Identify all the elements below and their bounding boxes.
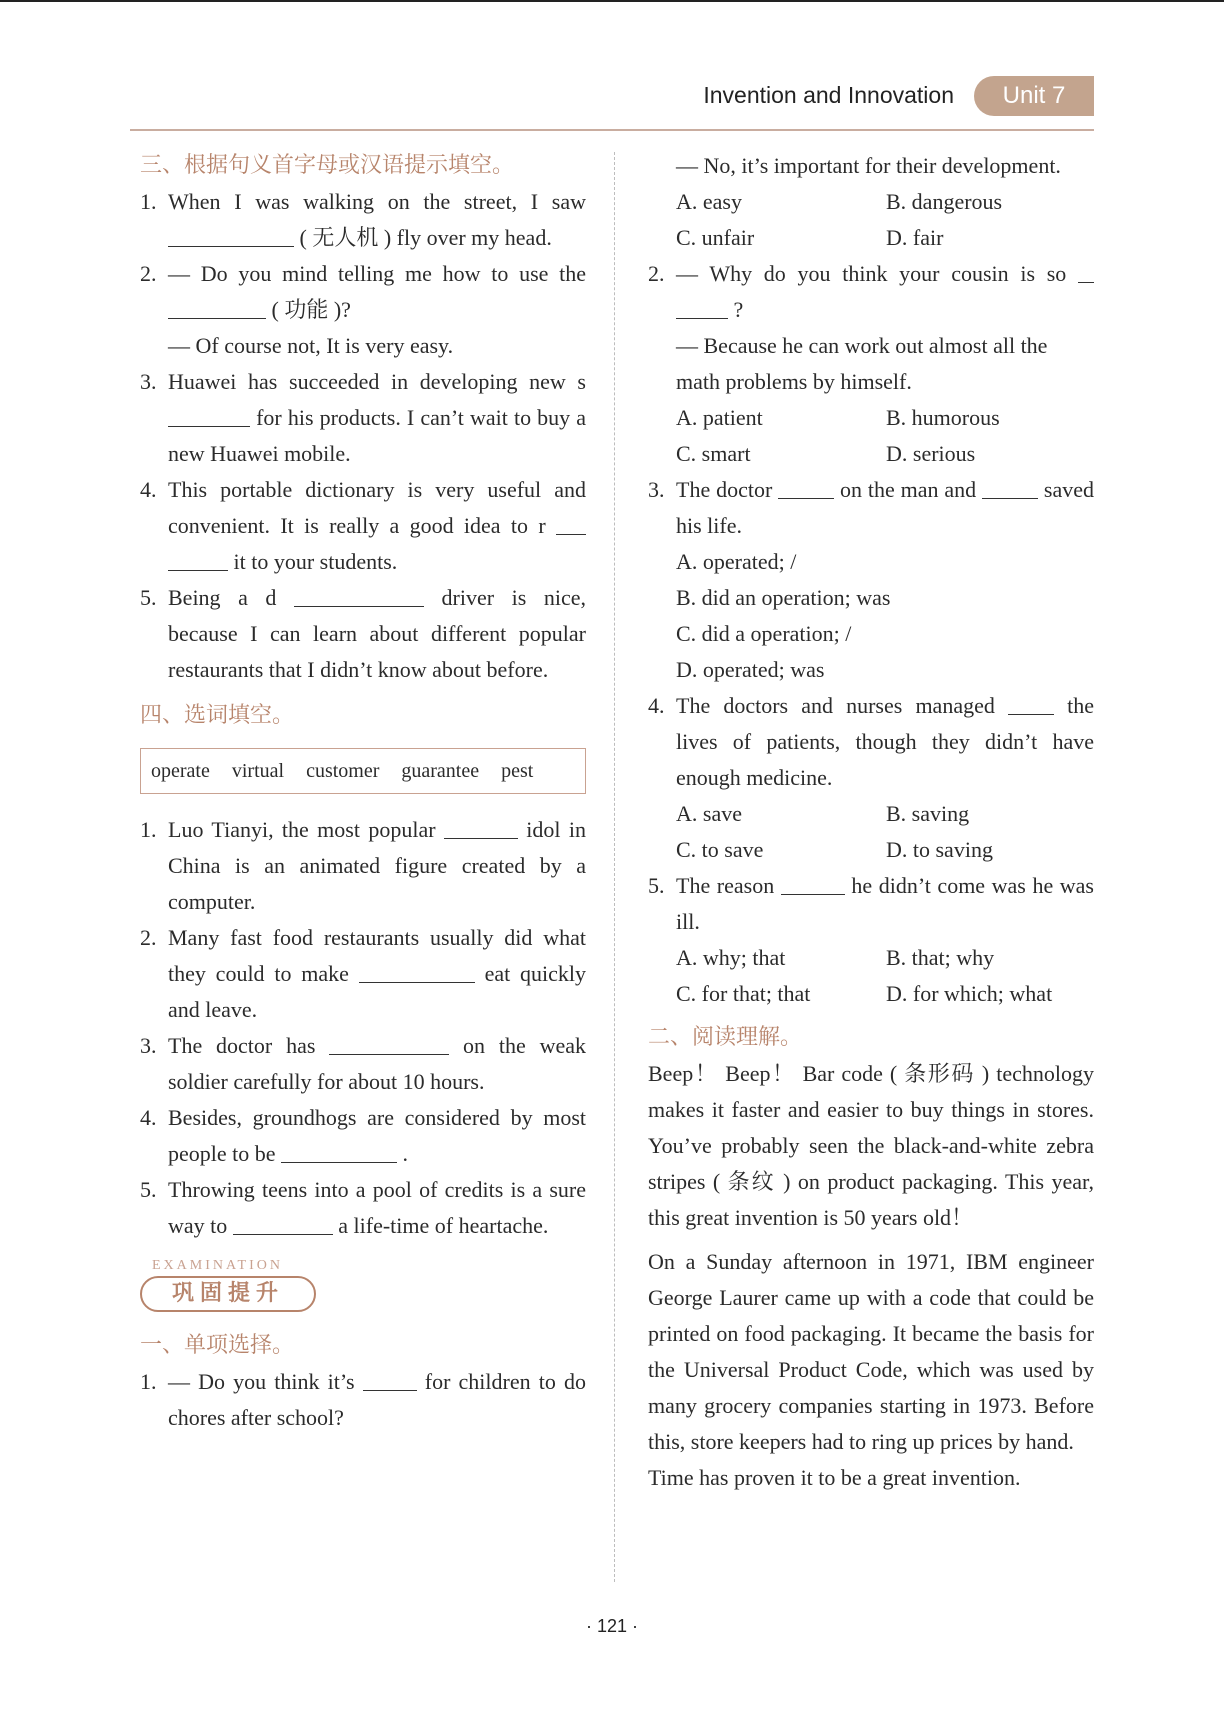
left-column bbox=[140, 148, 586, 1436]
answer-blank[interactable] bbox=[1078, 258, 1094, 283]
word-bank bbox=[140, 748, 586, 794]
answer-blank[interactable] bbox=[294, 582, 424, 607]
sec3-question-1: 1. When I was walking on the street, I saw ( 无人机 ) fly over my head. bbox=[140, 189, 586, 250]
option[interactable]: D. for which; what bbox=[886, 981, 1053, 1006]
answer-blank[interactable] bbox=[281, 1138, 397, 1163]
word-bank-item: virtual bbox=[231, 760, 285, 782]
option[interactable]: A. why; that bbox=[676, 945, 786, 970]
top-border bbox=[0, 0, 1224, 2]
option[interactable]: B. humorous bbox=[886, 405, 1000, 430]
answer-blank[interactable] bbox=[168, 222, 294, 247]
mc-question-2-options bbox=[648, 400, 1094, 472]
answer-blank[interactable] bbox=[168, 294, 266, 319]
option[interactable]: C. did a operation; / bbox=[676, 621, 852, 646]
option[interactable]: A. patient bbox=[676, 405, 763, 430]
reading-paragraph-1: Beep！ Beep！ Bar code ( 条形码 ) technology makes it faster and easier to buy things in stores. You’ve probably seen the black-and-white zebra stripes ( 条纹 ) on product packaging. This year, this great invention is 50 years old！ bbox=[648, 1061, 1094, 1230]
mc-question-5-options bbox=[648, 940, 1094, 1012]
sec4-question-2: 2. Many fast food restaurants usually did what they could to make eat quickly and leave. bbox=[140, 925, 587, 1022]
option[interactable]: D. to saving bbox=[886, 837, 993, 862]
sec3-question-2: 2. — Do you mind telling me how to use the ( 功能 )? — Of course not, It is very easy. bbox=[140, 256, 586, 364]
reading-title: 二、阅读理解。 bbox=[648, 1025, 803, 1050]
mc-question-4: 4. The doctors and nurses managed the lives of patients, though they didn’t have enough medicine. bbox=[648, 688, 1094, 796]
header-title: Invention and Innovation bbox=[703, 82, 954, 108]
mc-question-4-options bbox=[648, 796, 1094, 868]
examination-banner bbox=[140, 1258, 586, 1328]
answer-blank[interactable] bbox=[363, 1366, 417, 1391]
answer-blank[interactable] bbox=[168, 402, 250, 427]
sec4-question-4: 4. Besides, groundhogs are considered by most people to be . bbox=[140, 1105, 586, 1166]
option[interactable]: A. easy bbox=[676, 189, 742, 214]
sec4-question-1: 1. Luo Tianyi, the most popular idol in China is an animated figure created by a computer. bbox=[140, 812, 586, 920]
option[interactable]: A. save bbox=[676, 801, 742, 826]
option[interactable]: D. fair bbox=[886, 225, 944, 250]
examination-pill: 巩固提升 bbox=[140, 1276, 316, 1312]
word-bank-item: customer bbox=[306, 760, 380, 782]
sec3-question-2-reply: — Of course not, It is very easy. bbox=[168, 333, 454, 358]
mc-question-1-options bbox=[648, 184, 1094, 256]
option[interactable]: B. saving bbox=[886, 801, 970, 826]
sec4-question-5: 5. Throwing teens into a pool of credits is a sure way to a life-time of heartache. bbox=[140, 1177, 586, 1238]
answer-blank[interactable] bbox=[359, 958, 475, 983]
word-bank-item: guarantee bbox=[401, 760, 480, 782]
option[interactable]: B. did an operation; was bbox=[676, 585, 891, 610]
answer-blank[interactable] bbox=[676, 294, 728, 319]
multiple-choice-title: 一、单项选择。 bbox=[140, 1333, 295, 1358]
section-3-title: 三、根据句义首字母或汉语提示填空。 bbox=[140, 153, 515, 178]
section-4-title: 四、选词填空。 bbox=[140, 703, 295, 728]
mc-question-1: 1. — Do you think it’s for children to do chores after school? bbox=[140, 1364, 586, 1436]
examination-label: EXAMINATION bbox=[152, 1258, 283, 1273]
answer-blank[interactable] bbox=[1008, 690, 1054, 715]
sec4-question-3: 3. The doctor has on the weak soldier carefully for about 10 hours. bbox=[140, 1028, 586, 1100]
mc-question-2-reply: — Because he can work out almost all the math problems by himself. bbox=[676, 333, 1048, 394]
page-number: · 121 · bbox=[585, 1616, 639, 1636]
option[interactable]: A. operated; / bbox=[676, 549, 797, 574]
answer-blank[interactable] bbox=[233, 1210, 333, 1235]
sec3-question-4: 4. This portable dictionary is very useful and convenient. It is really a good idea to r it to your students. bbox=[140, 477, 586, 574]
answer-blank[interactable] bbox=[444, 814, 518, 839]
answer-blank[interactable] bbox=[556, 510, 586, 535]
sec3-question-5: 5. Being a d driver is nice, because I can learn about different popular restaurants that I didn’t know about before. bbox=[140, 580, 586, 688]
answer-blank[interactable] bbox=[778, 474, 834, 499]
right-column bbox=[648, 148, 1094, 1496]
unit-badge: Unit 7 bbox=[974, 76, 1094, 116]
option[interactable]: C. smart bbox=[676, 441, 751, 466]
option[interactable]: D. operated; was bbox=[676, 657, 825, 682]
header-rule bbox=[130, 129, 1094, 131]
option[interactable]: C. to save bbox=[676, 837, 764, 862]
word-bank-item: pest bbox=[501, 760, 534, 782]
option[interactable]: B. dangerous bbox=[886, 189, 1003, 214]
reading-paragraph-2: On a Sunday afternoon in 1971, IBM engineer George Laurer came up with a code that could be printed on food packaging. It became the basis for the Universal Product Code, which was used by many grocery companies starting in 1973. Before this, store keepers had to ring up prices by hand. bbox=[648, 1249, 1094, 1454]
sec3-question-3: 3. Huawei has succeeded in developing new s for his products. I can’t wait to buy a new Huawei mobile. bbox=[140, 369, 587, 466]
mc-question-2: 2. — Why do you think your cousin is so ? bbox=[648, 256, 1094, 328]
page-header bbox=[130, 72, 1094, 128]
option[interactable]: B. that; why bbox=[886, 945, 995, 970]
mc-question-1-reply: — No, it’s important for their development. bbox=[676, 153, 1061, 178]
reading-paragraph-3: Time has proven it to be a great invention. bbox=[648, 1465, 1021, 1490]
mc-question-5: 5. The reason he didn’t come was he was ill. bbox=[648, 868, 1094, 940]
option[interactable]: C. for that; that bbox=[676, 981, 811, 1006]
option[interactable]: C. unfair bbox=[676, 225, 755, 250]
option[interactable]: D. serious bbox=[886, 441, 976, 466]
column-divider bbox=[614, 152, 615, 1582]
answer-blank[interactable] bbox=[168, 546, 228, 571]
answer-blank[interactable] bbox=[781, 870, 845, 895]
answer-blank[interactable] bbox=[329, 1030, 449, 1055]
mc-question-3: 3. The doctor on the man and saved his life. bbox=[648, 472, 1094, 544]
word-bank-item: operate bbox=[151, 760, 210, 782]
answer-blank[interactable] bbox=[982, 474, 1038, 499]
